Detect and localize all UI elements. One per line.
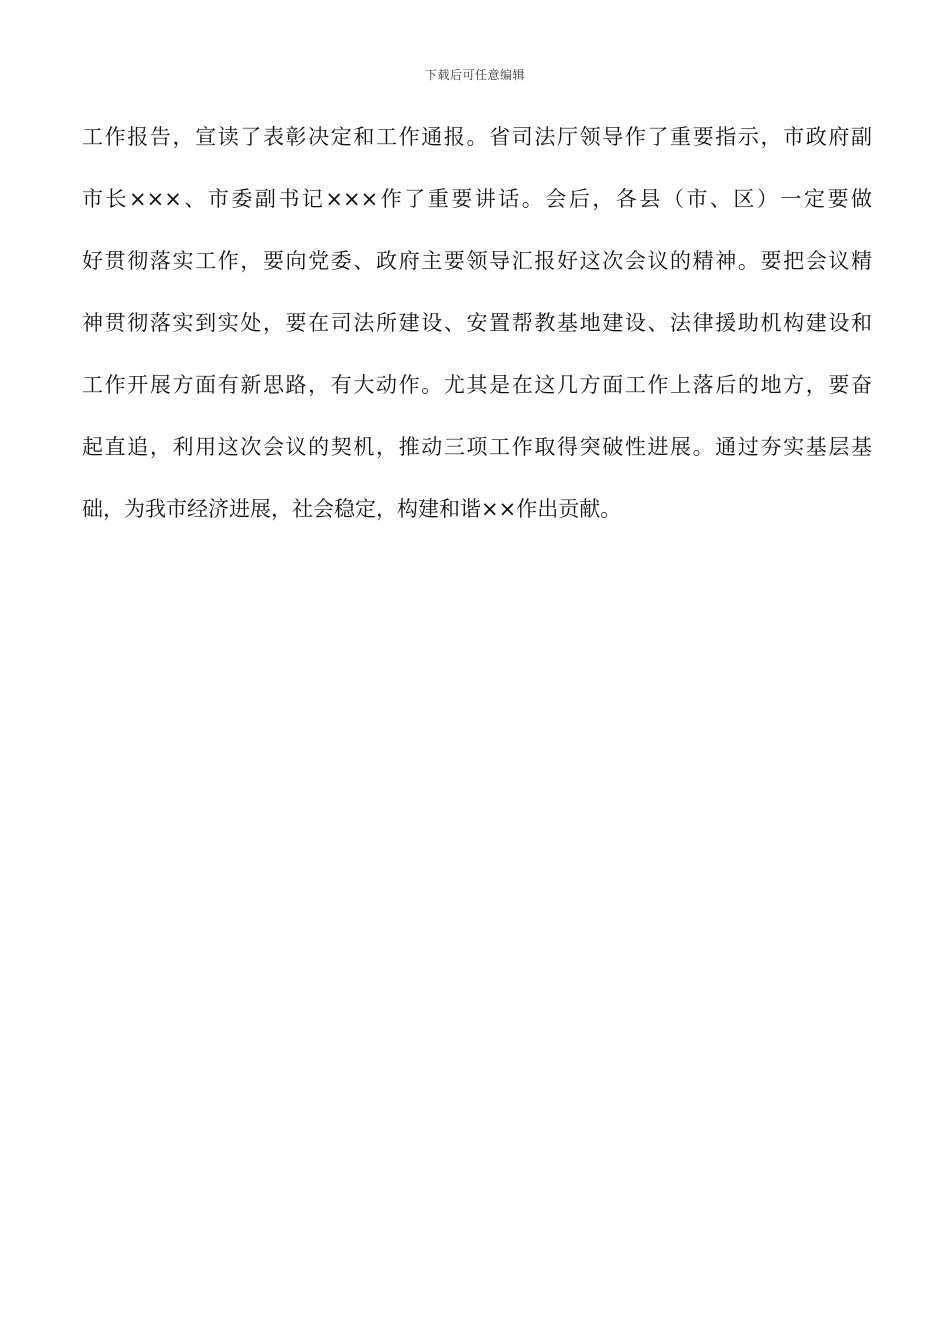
paragraph-line: 工作报告，宣读了表彰决定和工作通报。省司法厅领导作了重要指示，市政府副: [82, 125, 872, 149]
paragraph-line: 好贯彻落实工作，要向党委、政府主要领导汇报好这次会议的精神。要把会议精: [82, 249, 872, 273]
paragraph-line: 工作开展方面有新思路，有大动作。尤其是在这几方面工作上落后的地方，要奋: [82, 373, 872, 397]
paragraph-line: 起直追，利用这次会议的契机，推动三项工作取得突破性进展。通过夯实基层基: [82, 435, 872, 459]
page-header-note: 下载后可任意编辑: [424, 68, 525, 82]
paragraph-line: 础，为我市经济进展，社会稳定，构建和谐××作出贡献。: [82, 497, 622, 521]
paragraph-line: 神贯彻落实到实处，要在司法所建设、安置帮教基地建设、法律援助机构建设和: [82, 311, 872, 335]
paragraph-line: 市长×××、市委副书记×××作了重要讲话。会后，各县（市、区）一定要做: [82, 187, 872, 211]
body-paragraph: [82, 114, 872, 548]
